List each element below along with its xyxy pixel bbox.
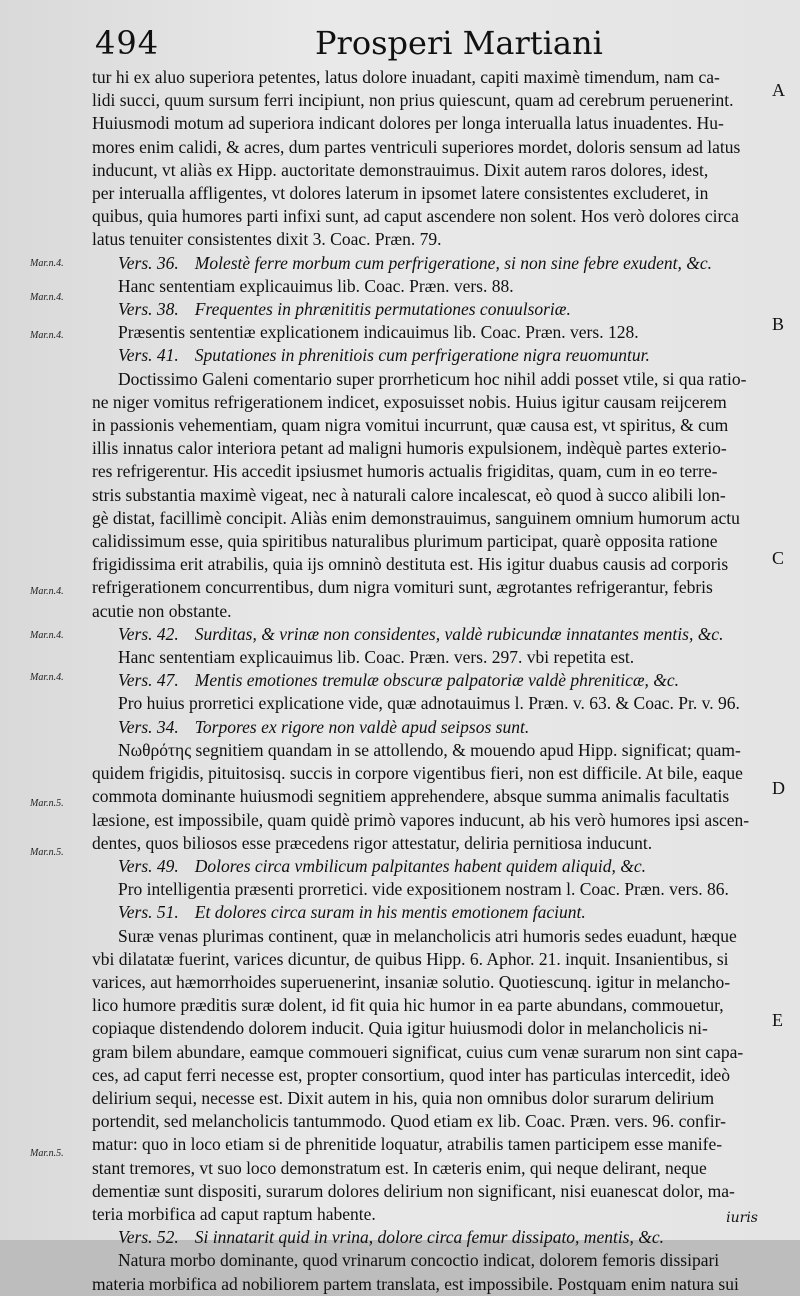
section-letter: E [772,1010,783,1030]
text-line: ne niger vomitus refrigerationem indicet, exposuisset nobis. Huius igitur causam reijcerem [92,391,727,412]
text-line: inducunt, vt aliàs ex Hipp. auctoritate demonstrauimus. Dixit autem raros dolores, idest, [92,159,709,180]
text-line: mores enim calidi, & acres, dum partes ventriculi superiores mordet, doloris sensum ad latus [92,136,741,157]
page-header [95,24,760,68]
margin-note: Mar.n.4. [30,258,64,269]
opening-paragraph [92,66,764,252]
text-line: matur: quo in loco etiam si de phrenitide loquatur, atrabilis tamen participem esse manife- [92,1134,723,1155]
verse-heading [92,901,764,924]
text-line: acutie non obstante. [92,600,232,621]
verse-block [92,669,764,715]
text-line: calidissimum esse, quia spiritibus naturalibus plurimum participat, quarè opposita ratione [92,531,718,552]
verse-heading [92,252,764,275]
text-line: stris substantia maximè vigeat, nec à naturali calore incalescat, eò quod à succo alibili lon- [92,484,726,505]
verse-heading [92,1226,764,1249]
text-line: quibus, quia humores parti infixi sunt, ad caput ascendere non solent. Hos verò dolores circa [92,206,739,227]
running-title: Prosperi Martiani [315,24,603,62]
text-line: tur hi ex aluo superiora petentes, latus dolore inuadant, capiti maximè timendum, nam ca- [92,67,720,87]
margin-note: Mar.n.4. [30,292,64,303]
verse-block [92,344,764,622]
text-line: res refrigerentur. His accedit ipsiusmet humoris actualis frigiditas, quam, cum in eo terre- [92,461,718,482]
verse-number: Vers. 41. [118,345,179,366]
section-letter: D [772,778,785,798]
text-line: copiaque distendendo dolorem inducit. Quia igitur huiusmodi dolor in melancholicis ni- [92,1018,708,1039]
verse-heading [92,623,764,646]
text-line: in passionis vehementiam, quam nigra vomitui incurrunt, quæ causa est, vt spiritus, & cum [92,415,729,436]
text-line: gè distat, facillimè concipit. Aliàs enim demonstrauimus, sanguinem omnium humorum actu [92,507,740,528]
text-line: Pro huius prorretici explicatione vide, quæ adnotauimus l. Præn. v. 63. & Coac. Pr. v. 96. [118,693,740,714]
verse-lemma: Mentis emotiones tremulæ obscuræ palpatoriæ valdè phreniticæ, &c. [194,670,680,691]
verse-lemma: Sputationes in phrenitiois cum perfrigeratione nigra reuomuntur. [194,345,650,366]
verse-number: Vers. 38. [118,299,179,320]
section-letter: B [772,314,785,334]
margin-note: Mar.n.4. [30,330,64,341]
verse-heading [92,344,764,367]
text-line: lico humore præditis suræ dolent, id fit quia hic humor in ea parte abundans, commouetur, [92,995,724,1016]
main-text [92,66,764,1296]
text-line: Hanc sententiam explicauimus lib. Coac. Præn. vers. 297. vbi repetita est. [118,647,635,668]
right-margin-letters [760,0,800,1240]
verse-number: Vers. 52. [118,1227,179,1248]
text-line: commota dominante huiusmodi segnitiem apprehendere, absque summa animalis facultatis [92,786,730,807]
verse-lemma: Surditas, & vrinæ non considentes, valdè rubicundæ innatantes mentis, &c. [194,623,724,644]
text-line: dementiæ sunt dispositi, surarum dolores delirium non significant, nisi euanescat dolor, ma- [92,1180,735,1201]
verse-number: Vers. 51. [118,902,179,923]
text-line: stant tremores, vt suo loco demonstratum est. In cæteris enim, qui neque delirant, neque [92,1157,707,1178]
text-line: ces, ad caput ferri necesse est, propter consortium, quod inter has particulas intercedit, ideò [92,1064,731,1085]
margin-note: Mar.n.4. [30,630,64,641]
text-line: per interualla affligentes, vt dolores laterum in ipsomet latere consistentes excluderet, in [92,183,709,204]
text-line: portendit, sed melancholicis tantummodo. Quod etiam ex lib. Coac. Præn. vers. 96. confir- [92,1111,726,1132]
verse-lemma: Dolores circa vmbilicum palpitantes habent quidem aliquid, &c. [194,855,646,876]
margin-note: Mar.n.5. [30,1148,64,1159]
text-line: læsione, est impossibile, quam quidè primò vapores inducunt, ab his verò humores ipsi ascen- [92,809,750,830]
text-line: teria morbifica ad caput raptum habente. [92,1203,376,1224]
verse-block [92,623,764,669]
section-letter: A [772,80,785,100]
catchword: iuris [726,1210,758,1226]
margin-note: Mar.n.5. [30,847,64,858]
text-line: latus tenuiter consistentes dixit 3. Coac. Præn. 79. [92,229,442,250]
verse-lemma: Molestè ferre morbum cum perfrigeratione, si non sine febre exudent, &c. [194,252,713,273]
verse-number: Vers. 47. [118,670,179,691]
text-line: refrigerationem concurrentibus, dum nigra vomituri sunt, ægrotantes refrigerantur, febris [92,577,713,598]
verse-lemma: Frequentes in phrænititis permutationes conuulsoriæ. [194,299,571,320]
text-line: Hanc sententiam explicauimus lib. Coac. Præn. vers. 88. [118,275,514,296]
text-line: frigidissima erit atrabilis, quia ijs omninò destituta est. His igitur duabus causis ad corporis [92,554,729,575]
verse-lemma: Et dolores circa suram in his mentis emotionem faciunt. [194,902,586,923]
verse-block [92,252,764,298]
verse-number: Vers. 42. [118,623,179,644]
text-line: Præsentis sententiæ explicationem indicauimus lib. Coac. Præn. vers. 128. [118,322,639,343]
verse-block [92,716,764,855]
text-line: lidi succi, quum sursum ferri incipiunt, non prius quiescunt, quam ad cerebrum peruenerint. [92,90,734,111]
verse-block [92,901,764,1226]
text-line: Νωθρότης segnitiem quandam in se attollendo, & mouendo apud Hipp. significat; quam- [118,739,741,760]
page-number: 494 [95,24,160,62]
text-line: Natura morbo dominante, quod vrinarum concoctio indicat, dolorem femoris dissipari [118,1250,720,1271]
section-letter: C [772,548,785,568]
text-line: gram bilem abundare, eamque commoueri significat, cuius cum venæ surarum non sint capa- [92,1041,744,1062]
verse-heading [92,855,764,878]
verse-number: Vers. 36. [118,252,179,273]
verse-heading [92,298,764,321]
verse-heading [92,669,764,692]
text-line: Pro intelligentia præsenti prorretici. vide expositionem nostram l. Coac. Præn. vers. 86. [118,879,729,900]
verse-block [92,298,764,344]
verse-lemma: Si innatarit quid in vrina, dolore circa femur dissipato, mentis, &c. [194,1227,665,1248]
text-line: vbi dilatatæ fuerint, varices dicuntur, de quibus Hipp. 6. Aphor. 21. inquit. Insanientibus, si [92,948,729,969]
verse-number: Vers. 34. [118,716,179,737]
text-line: Suræ venas plurimas continent, quæ in melancholicis atri humoris sedes euadunt, hæque [118,925,737,946]
text-line: quidem frigidis, pituitosisq. succis in corpore vigentibus fieri, non est difficile. At bile, eaque [92,763,743,784]
text-line: Doctissimo Galeni comentario super prorrheticum hoc nihil addi posset vtile, si qua ratio- [118,368,747,389]
margin-note: Mar.n.4. [30,586,64,597]
verse-block [92,855,764,901]
text-line: dentes, quos biliosos esse præcedens rigor attestatur, deliria pernitiosa inducunt. [92,832,653,853]
text-line: delirium sequi, necesse est. Dixit autem in his, quia non omnibus dolor surarum delirium [92,1087,715,1108]
text-line: materia morbifica ad nobiliorem partem translata, est impossibile. Postquam enim natura sui [92,1273,739,1294]
margin-note: Mar.n.4. [30,672,64,683]
margin-note: Mar.n.5. [30,798,64,809]
text-line: varices, aut hæmorrhoides superuenerint, insaniæ solutio. Quotiescunq. igitur in melancho- [92,971,731,992]
verse-heading [92,716,764,739]
verse-block [92,1226,764,1296]
text-line: illis innatus calor interiora petant ad maligni humoris expulsionem, indèquè partes exterio- [92,438,727,459]
verse-number: Vers. 49. [118,855,179,876]
verse-lemma: Torpores ex rigore non valdè apud seipsos sunt. [194,716,530,737]
text-line: Huiusmodi motum ad superiora indicant dolores per longa interualla latus inuadentes. Hu- [92,113,724,134]
